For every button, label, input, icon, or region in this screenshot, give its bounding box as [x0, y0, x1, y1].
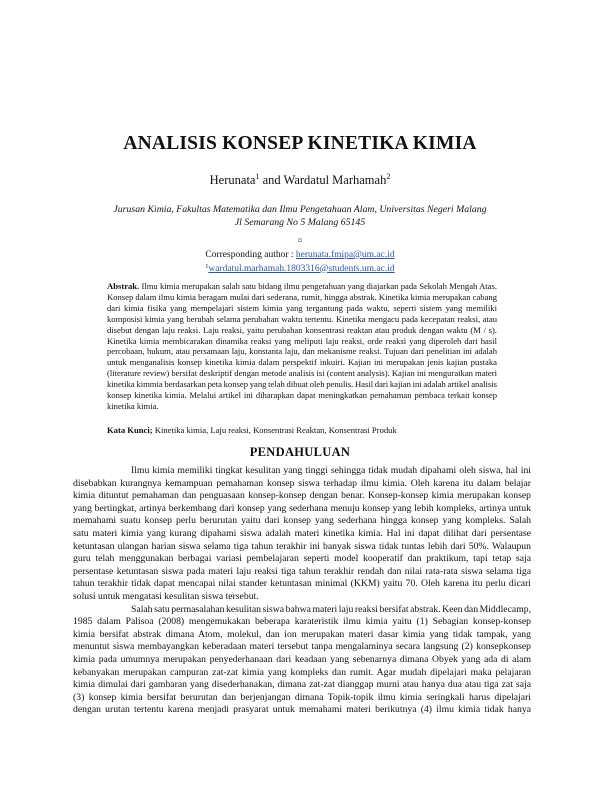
abstract-label: Abstrak.: [107, 281, 140, 291]
abstract-text: Ilmu kimia merupakan salah satu bidang ilmu pengetahuan yang diajarkan pada Sekolah Mengah Atas.: [139, 281, 497, 291]
affiliation-line: Jurusan Kimia, Fakultas Matematika dan Ilmu Pengetahuan Alam, Universitas Negeri Malang: [113, 204, 487, 215]
keywords-label: Kata Kunci;: [107, 425, 153, 435]
abstract-line: kinetika kimmia berdasarkan peta konsep yang telah dibuat oleh penulis. Hasil dari kajian ini adalah artikel analisis: [107, 379, 497, 390]
author-2-mark: 2: [386, 172, 391, 181]
email-2-mark: 1: [205, 263, 209, 270]
author-1-mark: 1: [255, 172, 260, 181]
abstract-line: percobaan, hukum, atau persamaan laju, konstanta laju, dan mekanisme reaksi. Tujuan dari penelitian ini adalah: [107, 346, 497, 357]
abstract-line: disebut dengan laju reaksi. Laju reaksi, yaitu perubahan konsentrasi reaktan atau produk dengan waktu (M / s).: [107, 324, 497, 335]
body-line: dengan urutan tertentu karena menjadi prasyarat untuk memahami materi berikutnya (4) ilmu kimia tidak hanya: [73, 704, 531, 716]
abstract-line: dari kimia fisika yang mempelajari sistem kimia yang tergantung pada waktu, seperti sistem yang memiliki: [107, 302, 497, 313]
body-line: Ilmu kimia memiliki tingkat kesulitan yang tinggi sehingga tidak mudah dipahami oleh siswa, hal ini: [131, 465, 531, 476]
body-line: persentase ketuntasan siswa pada materi laju reaksi tiga tahun terakhir rendah dan nilai rata-rata siswa selama tiga: [73, 565, 531, 577]
paper-title: ANALISIS KONSEP KINETIKA KIMIA: [123, 133, 477, 154]
keywords-text: Kinetika kimia, Laju reaksi, Konsentrasi Reaktan, Konsentrasi Produk: [152, 425, 397, 435]
body-line: kimia dituntut pemahaman dan penguasaan konsep-konsep dengan benar. Konsep-konsep kimia merupakan konsep: [73, 490, 531, 502]
section-heading: PENDAHULUAN: [249, 445, 351, 459]
body-line: kimia pada umumnya merupakan penyederhanaan dari keadaan yang sebenarnya dimana Obyek yang ada di alam: [73, 653, 531, 665]
keywords: [107, 425, 507, 435]
abstract-line: [107, 281, 497, 292]
corresponding-label: Corresponding author :: [205, 250, 296, 260]
author-line: [0, 172, 600, 188]
abstract: [107, 281, 497, 412]
body-line: Salah satu permasalahan kesulitan siswa bahwa materi laju reaksi bersifat abstrak. Keen dan Middlecamp,: [131, 603, 531, 615]
body-line: disebabkan kurangnya kemampuan pemahaman konsep siswa terhadap ilmu kimia. Oleh karena itu dalam belajar: [73, 477, 531, 489]
abstract-line: konsep kinetika kimia. Melalui artikel ini diharapkan dapat meningkatkan pemahaman pembaca terkait konsep: [107, 390, 497, 401]
author-conjunction: and: [259, 173, 284, 187]
abstract-line: Konsep dalam ilmu kimia beragam mulai dari sederana, rumit, hingga abstrak. Kinetika kimia merupakan cabang: [107, 291, 497, 302]
body-line: solusi untuk mengatasi kesulitan siswa tersebut.: [73, 590, 259, 602]
body-line: kimia bersifat abstrak dimana Atom, molekul, dan ion merupakan materi dasar kimia yang tidak tampak, yang: [73, 628, 531, 640]
affiliation-address: Jl Semarang No 5 Malang 65145: [234, 216, 366, 228]
abstract-line: (literature review) bersifat deskriptif dengan metode analisis isi (content analysis). Kajian ini menguraikan materi: [107, 368, 497, 379]
abstract-line: komposisi kimia yang berubah selama perubahan waktu tertentu. Kinetika mengacu pada kecepatan reaksi, atau: [107, 313, 497, 324]
abstract-line: kinetika kimia.: [107, 400, 159, 411]
body-line: memahami suatu konsep perlu berurutan yaitu dari konsep yang sederhana hingga konsep yang kompleks. Salah: [73, 515, 531, 527]
abstract-line: untuk menganalisis konsep kinetika kimia dalam perspektif inkuiri. Kajian ini merupakan jenis kajian pustaka: [107, 357, 497, 368]
body-line: yang bertingkat, artinya berkembang dari konsep yang sederhana menuju konsep yang lebih kompleks, artinya untuk: [73, 502, 531, 514]
body-text: [73, 465, 531, 717]
author-1: Herunata: [209, 173, 256, 187]
body-line: guru telah menggunakan berbagai variasi pembelajaran seperti model kooperatif dan praktikum, tapi tetap saja: [73, 553, 531, 565]
body-line: tahun terakhir tidak dapat mencapai nilai stander ketuntasan minimal (KKM) yaitu 70. Oleh karena itu perlu dicari: [73, 578, 531, 590]
body-line: kimia dimulai dari gambaran yang disederhanakan, dimana zat-zat dianggap murni atau hanya dua atau tiga zat saja: [73, 679, 531, 691]
body-line: kebanyakan merupakan campuran zat-zat kimia yang kompleks dan rumit. Agar mudah dipelajari maka pelajaran: [73, 666, 531, 678]
body-line: 1985 dalam Palisoa (2008) mengemukakan beberapa karateristik ilmu kimia yaitu (1) Sebagian konsep-konsep: [73, 616, 531, 628]
email-link-1[interactable]: herunata.fmipa@um.ac.id: [295, 250, 395, 260]
note-mark: ¤: [298, 236, 302, 245]
body-line: (3) konsep kimia bersifat berurutan dan berjenjangan dimana Topik-topik ilmu kimia seringkali harus dipelajari: [73, 691, 531, 703]
author-2: Wardatul Marhamah: [283, 173, 387, 187]
body-line: menuntut siswa membayangkan keberadaan materi tersebut tanpa mengalaminya secara langsung (2) konsepkonsep: [73, 641, 531, 653]
corresponding-author: [0, 250, 600, 275]
affiliation: [0, 204, 600, 229]
body-line: satu materi kimia yang kurang dipahami siswa adalah materi kinetika kimia. Hal ini dapat dilihat dari persentase: [73, 527, 531, 539]
email-link-2[interactable]: wardatul.marhamah.1803316@students.um.ac.id: [208, 263, 395, 274]
body-line: ketuntasan ulangan harian siswa selama tiga tahun terakhir ini banyak siswa tidak tuntas lebih dari 50%. Walaupun: [73, 540, 531, 552]
abstract-line: Kinetika kimia membicarakan dinamika reaksi yang meliputi laju reaksi, orde reaksi yang diperoleh dari hasil: [107, 335, 497, 346]
